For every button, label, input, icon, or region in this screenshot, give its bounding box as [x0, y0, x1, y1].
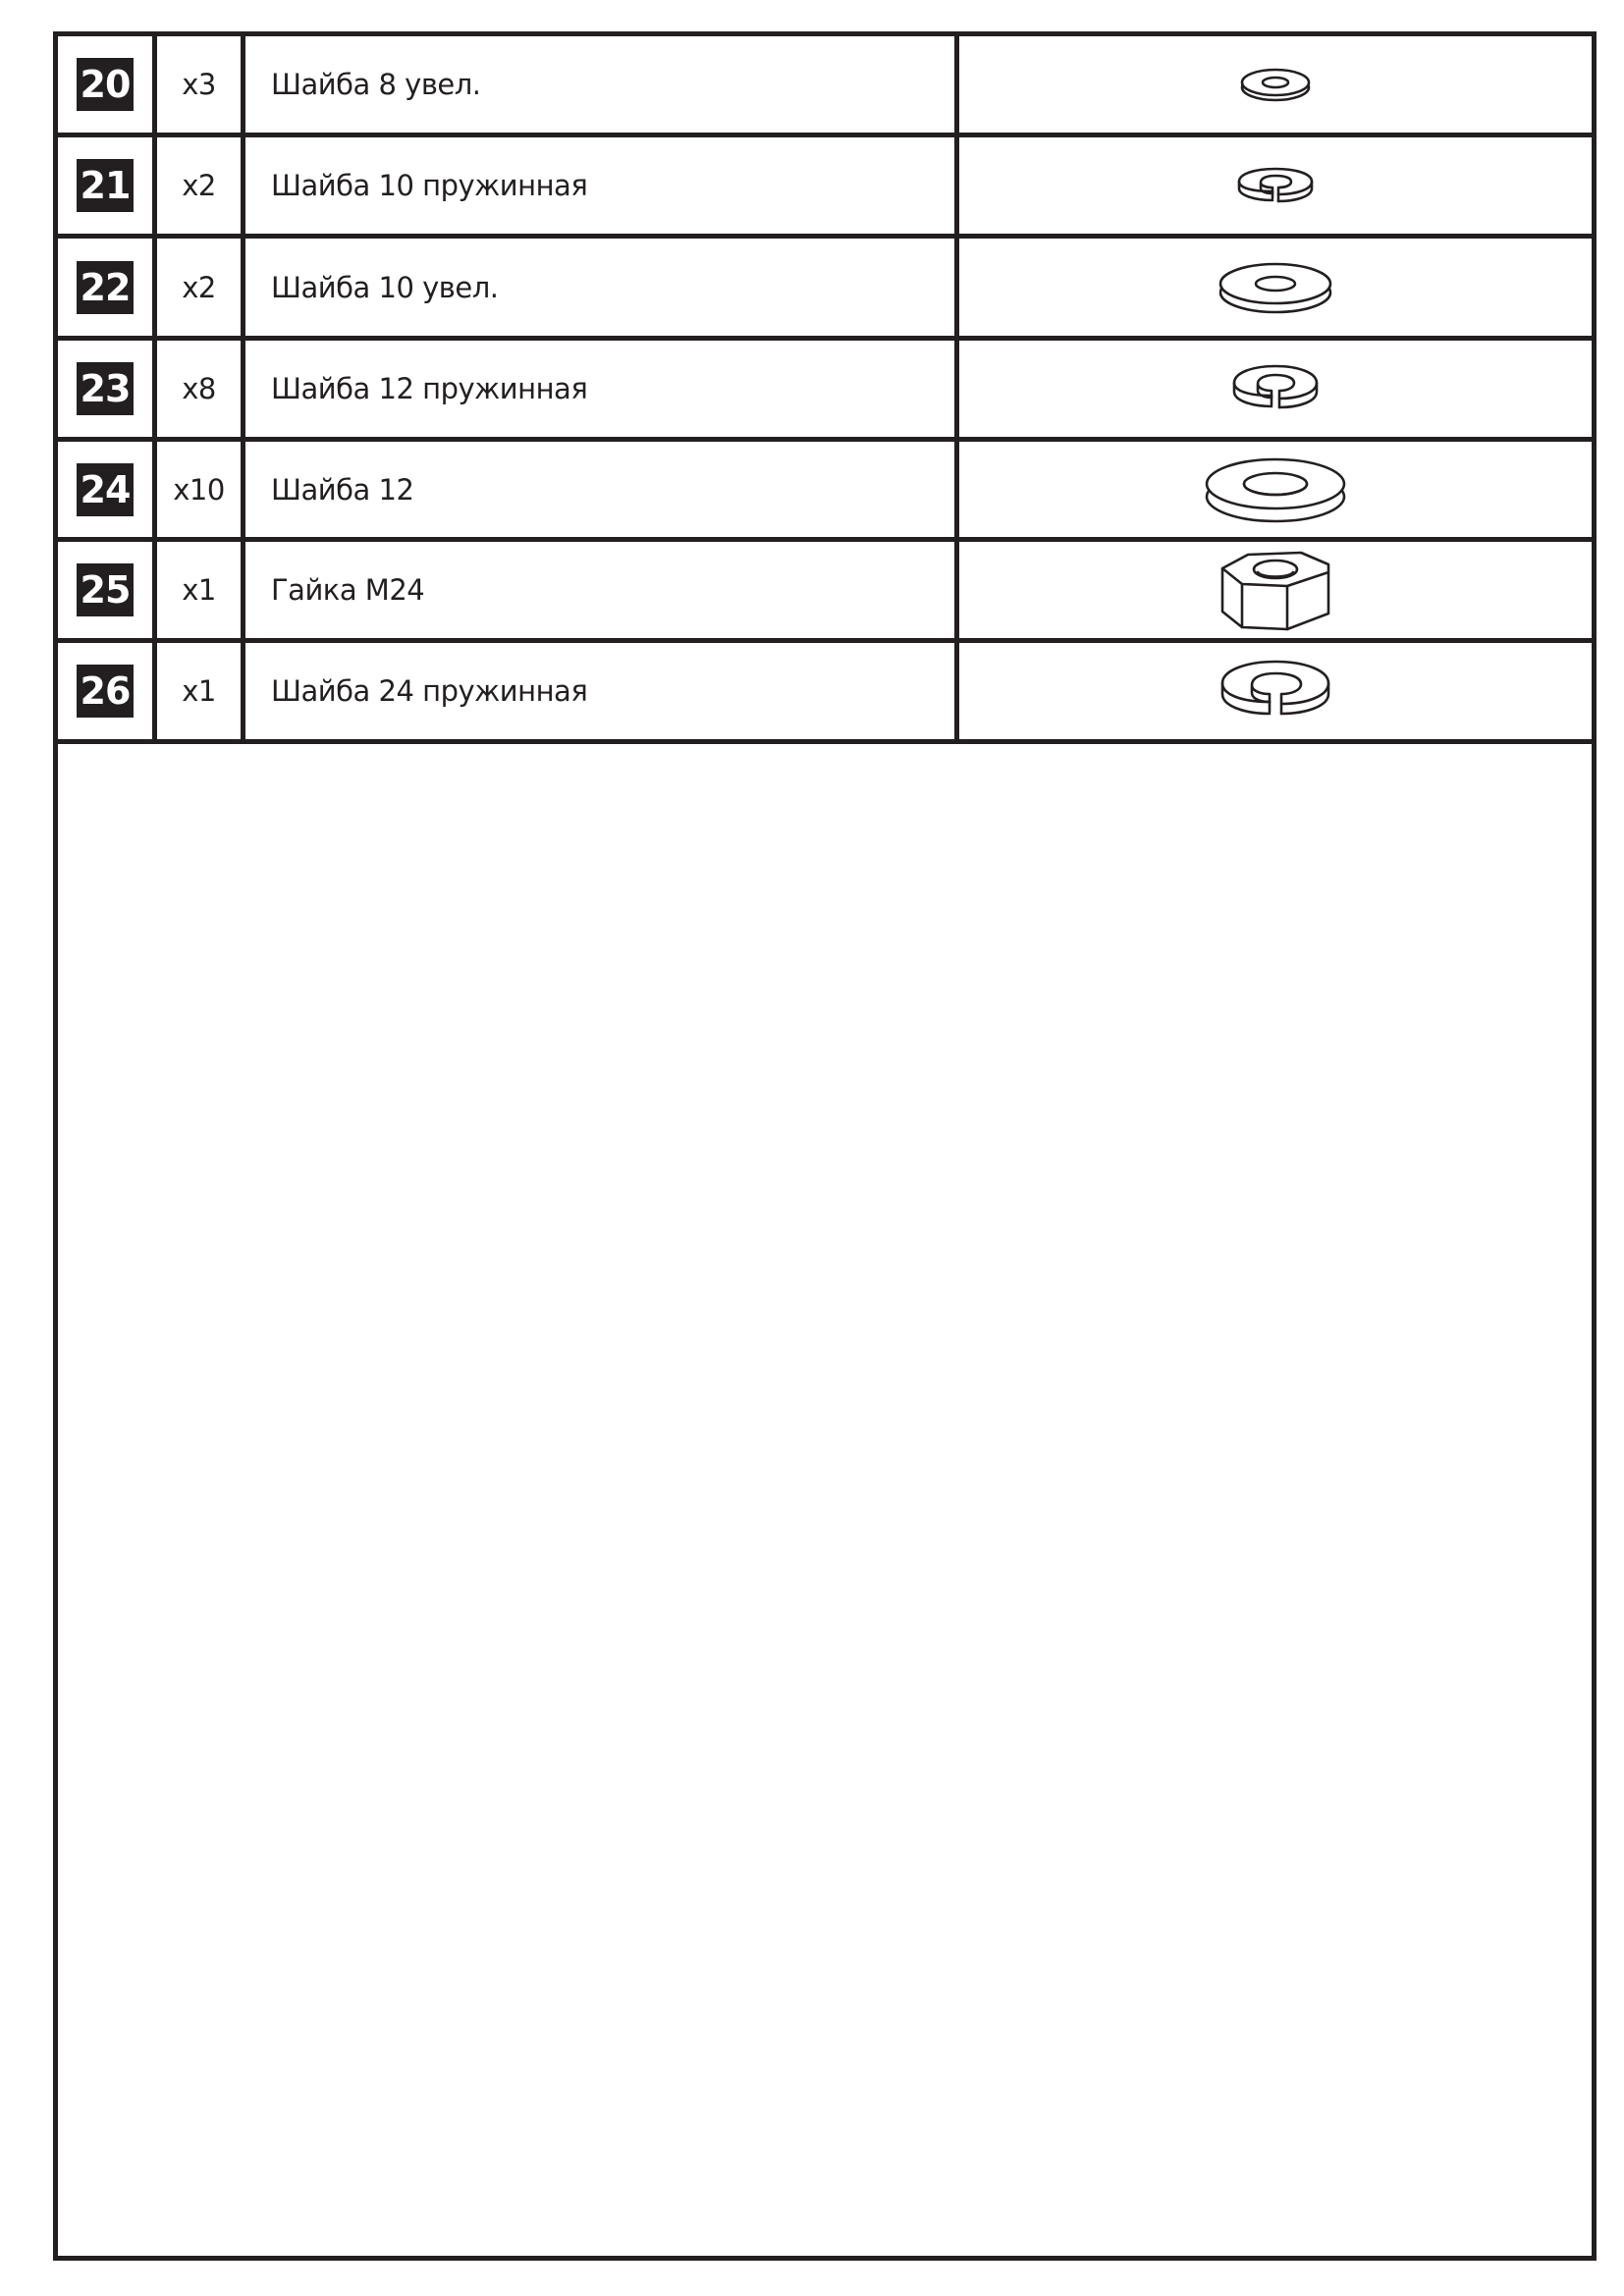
table-row [58, 442, 1592, 542]
part-name: Шайба 8 увел. [271, 68, 481, 101]
name-cell [245, 239, 959, 336]
hex-nut-icon [1215, 545, 1336, 635]
quantity-cell [157, 643, 245, 739]
quantity-cell [157, 36, 245, 133]
image-cell [959, 542, 1592, 638]
image-cell [959, 341, 1592, 437]
flat-washer-medium-icon [1215, 256, 1336, 319]
part-name: Шайба 24 пружинная [271, 674, 588, 708]
part-number-cell [58, 36, 157, 133]
quantity-cell [157, 442, 245, 537]
spring-washer-medium-icon [1226, 358, 1325, 419]
quantity-cell [157, 341, 245, 437]
part-quantity: x3 [182, 68, 216, 101]
part-number-badge: 20 [77, 58, 134, 111]
name-cell [245, 341, 959, 437]
part-name: Шайба 10 увел. [271, 270, 499, 304]
image-cell [959, 442, 1592, 537]
quantity-cell [157, 239, 245, 336]
name-cell [245, 137, 959, 234]
spring-washer-large-icon [1215, 653, 1336, 729]
name-cell [245, 442, 959, 537]
part-number-badge: 26 [77, 665, 134, 718]
part-number-cell [58, 341, 157, 437]
table-row [58, 239, 1592, 341]
parts-table [58, 36, 1592, 744]
part-number-cell [58, 542, 157, 638]
part-number-cell [58, 239, 157, 336]
quantity-cell [157, 542, 245, 638]
part-quantity: x1 [182, 674, 216, 708]
part-name: Гайка М24 [271, 573, 425, 607]
image-cell [959, 137, 1592, 234]
part-name: Шайба 12 пружинная [271, 372, 588, 405]
table-row [58, 36, 1592, 137]
quantity-cell [157, 137, 245, 234]
part-number-badge: 22 [77, 261, 134, 314]
name-cell [245, 643, 959, 739]
part-number-badge: 23 [77, 362, 134, 415]
table-row [58, 341, 1592, 442]
part-number-cell [58, 643, 157, 739]
spring-washer-small-icon [1231, 161, 1320, 210]
flat-washer-small-icon [1236, 63, 1315, 106]
name-cell [245, 542, 959, 638]
name-cell [245, 36, 959, 133]
part-quantity: x8 [182, 372, 216, 405]
table-row [58, 137, 1592, 239]
table-row [58, 643, 1592, 744]
part-number-cell [58, 442, 157, 537]
image-cell [959, 643, 1592, 739]
image-cell [959, 239, 1592, 336]
part-quantity: x10 [173, 472, 225, 507]
part-quantity: x2 [182, 270, 216, 304]
image-cell [959, 36, 1592, 133]
part-quantity: x1 [182, 573, 216, 607]
part-number-cell [58, 137, 157, 234]
parts-sheet [53, 31, 1597, 2261]
table-row [58, 542, 1592, 643]
part-number-badge: 25 [77, 563, 134, 616]
flat-washer-large-icon [1201, 451, 1350, 529]
part-quantity: x2 [182, 169, 216, 202]
part-name: Шайба 12 [271, 472, 414, 507]
part-number-badge: 24 [77, 463, 134, 516]
part-name: Шайба 10 пружинная [271, 169, 588, 202]
part-number-badge: 21 [77, 159, 134, 212]
